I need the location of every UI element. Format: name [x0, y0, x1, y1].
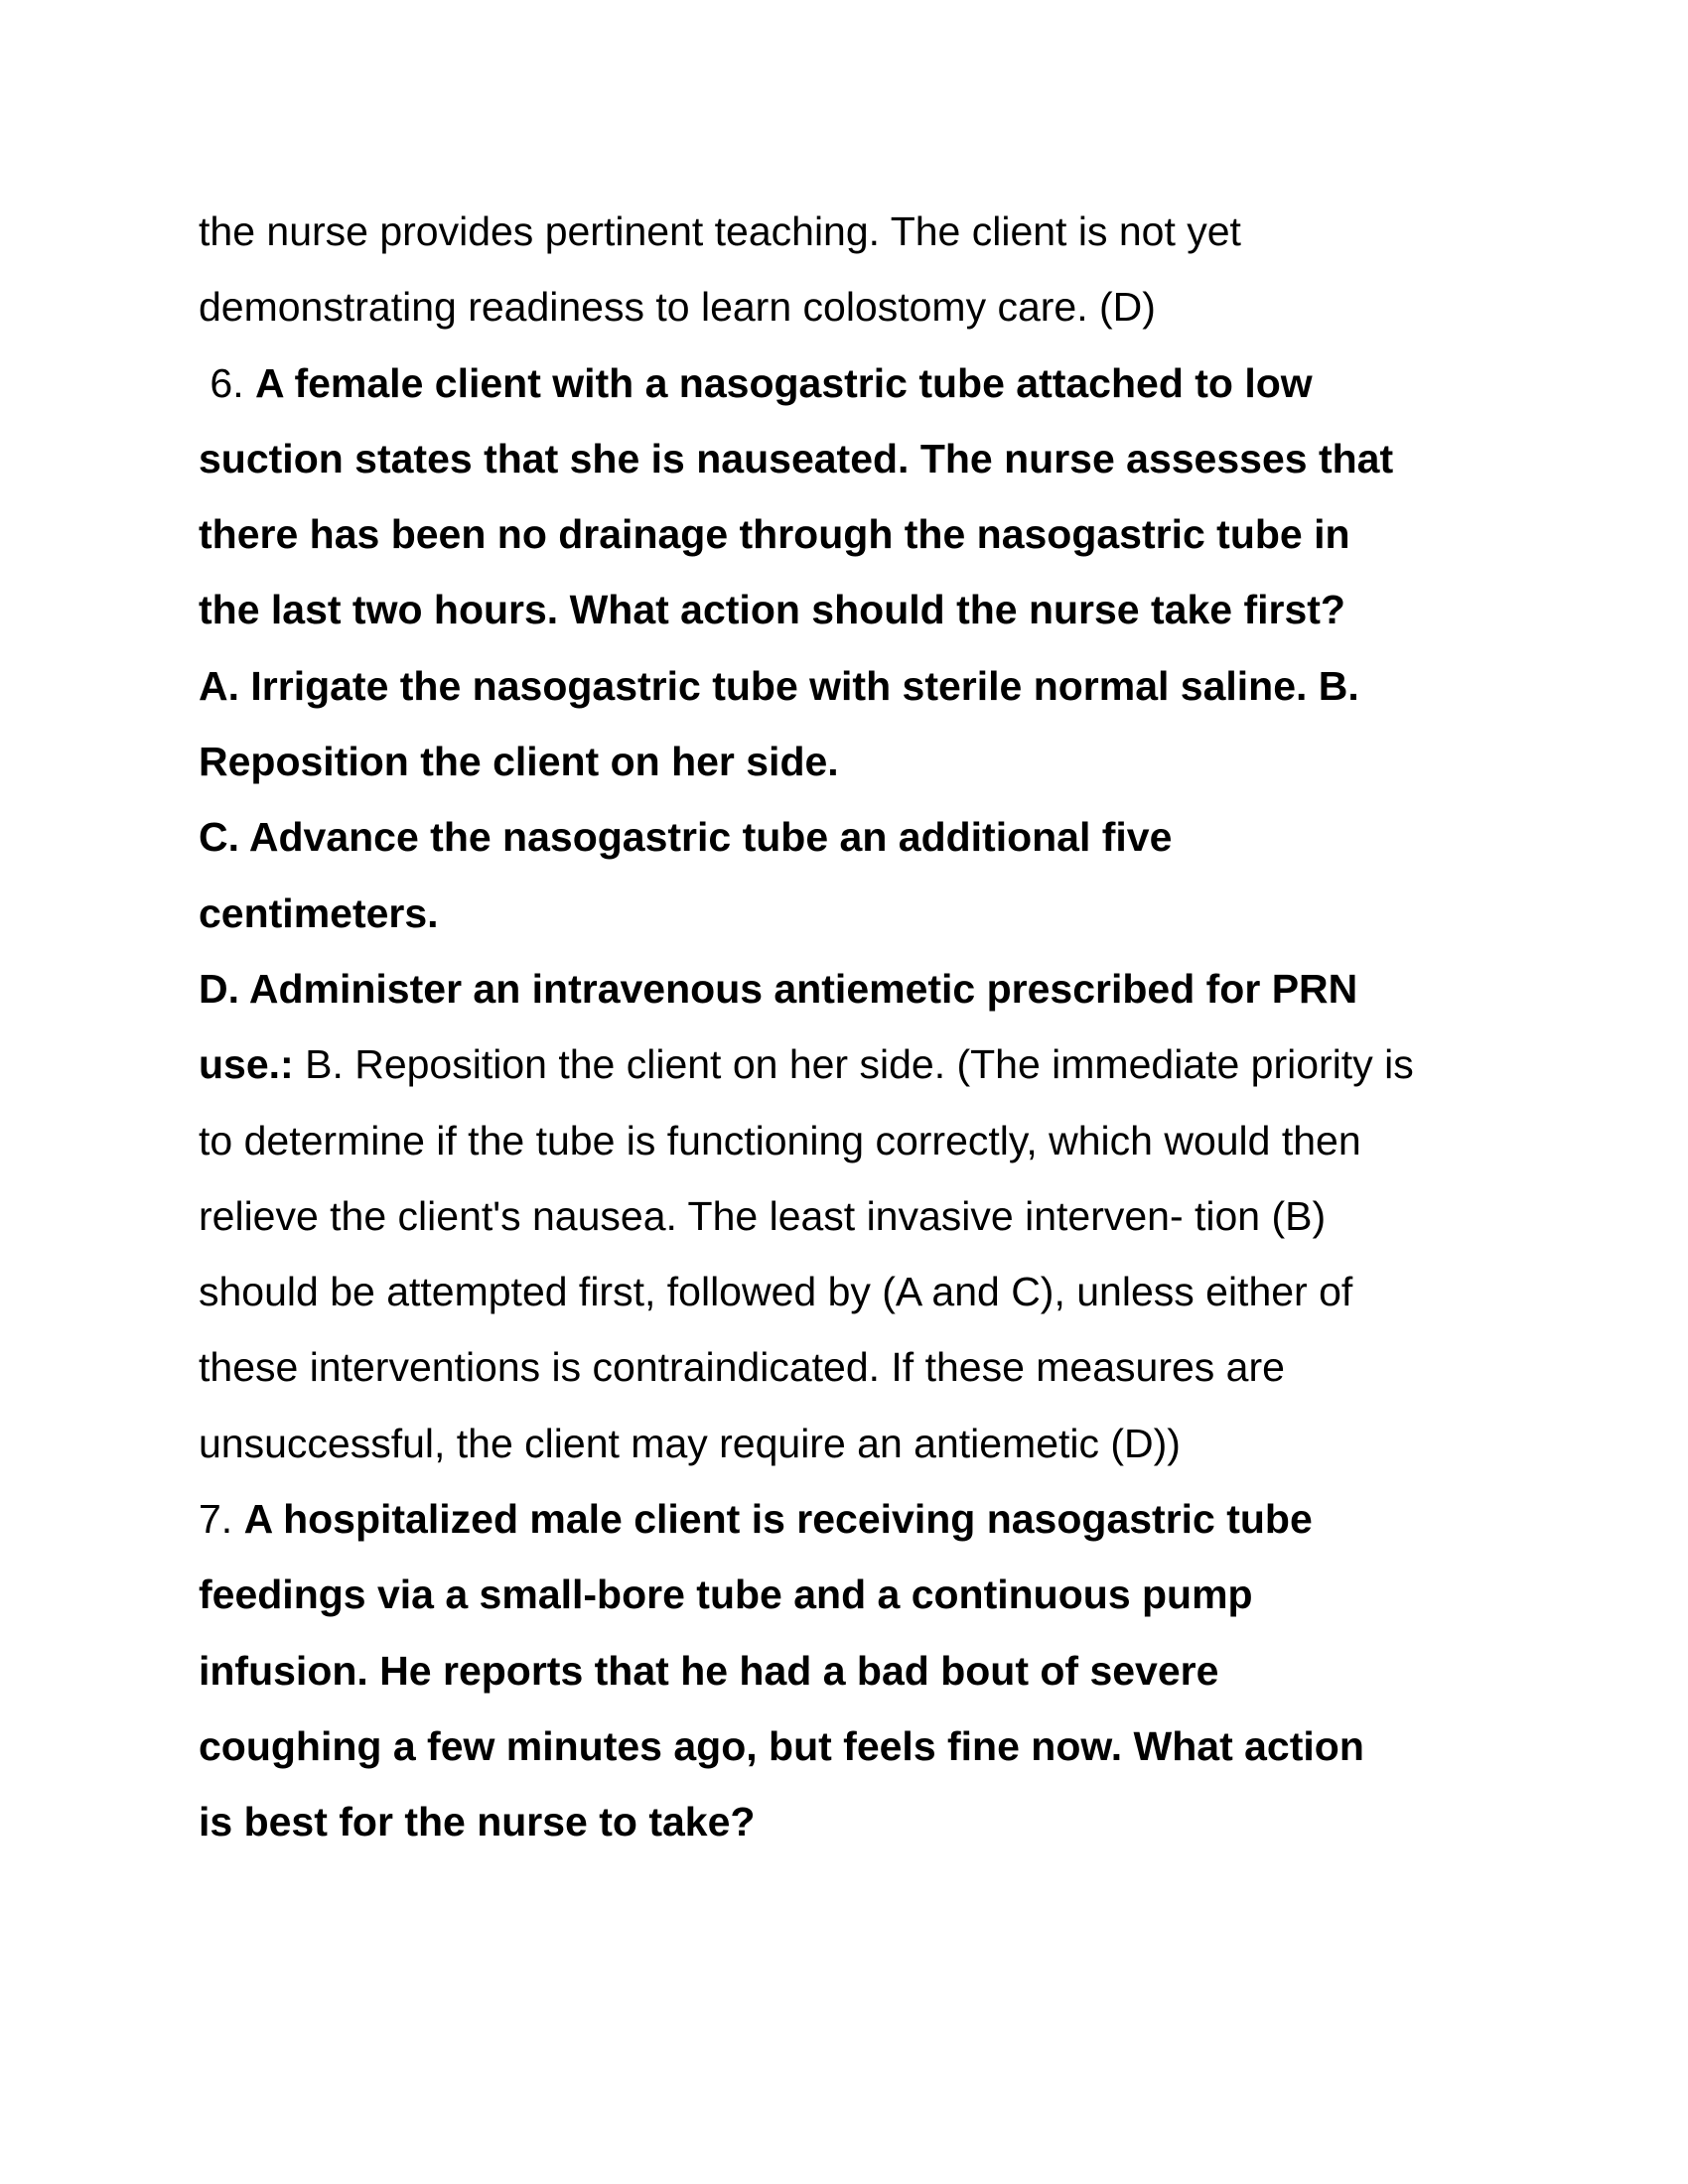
option-b	[199, 724, 1509, 799]
question-7-start	[199, 1481, 1509, 1557]
rationale-text: to determine if the tube is functioning correctly, which would then	[199, 1117, 1361, 1163]
document-page	[199, 194, 1509, 1860]
rationale-line	[199, 1329, 1509, 1405]
answer-text: B. Reposition the client on her side. (The immediate priority is	[305, 1041, 1414, 1088]
question-number: 7.	[199, 1496, 244, 1543]
question-text: is best for the nurse to take?	[199, 1799, 756, 1845]
rationale-text: these interventions is contraindicated. If these measures are	[199, 1344, 1285, 1391]
option-text: Reposition the client on her side.	[199, 739, 839, 785]
option-text: A. Irrigate the nasogastric tube with sterile normal saline. B.	[199, 662, 1359, 709]
option-text: centimeters.	[199, 889, 439, 936]
text-line	[199, 1784, 1509, 1859]
rationale-text: relieve the client's nausea. The least invasive interven- tion (B)	[199, 1192, 1327, 1239]
text-segment: demonstrating readiness to learn colostomy care. (D)	[199, 284, 1156, 331]
text-line	[199, 1557, 1509, 1632]
text-line	[199, 496, 1509, 572]
rationale-text: should be attempted first, followed by (A and C), unless either of	[199, 1269, 1353, 1315]
rationale-line	[199, 1178, 1509, 1254]
rationale-line	[199, 1406, 1509, 1481]
rationale-line	[199, 1103, 1509, 1178]
text-line	[199, 421, 1509, 496]
question-6-start	[199, 345, 1509, 421]
question-text: there has been no drainage through the nasogastric tube in	[199, 511, 1350, 558]
text-line	[199, 1633, 1509, 1708]
answer-label: use.:	[199, 1041, 306, 1088]
rationale-line	[199, 1254, 1509, 1329]
question-text: suction states that she is nauseated. The nurse assesses that	[199, 435, 1394, 481]
text-line	[199, 572, 1509, 647]
option-c-cont	[199, 876, 1509, 951]
option-d	[199, 951, 1509, 1026]
question-text: feedings via a small-bore tube and a continuous pump	[199, 1571, 1253, 1618]
text-line	[199, 1708, 1509, 1784]
question-text: coughing a few minutes ago, but feels fine now. What action	[199, 1722, 1364, 1769]
question-text: A female client with a nasogastric tube attached to low	[254, 359, 1313, 406]
question-text: infusion. He reports that he had a bad bout of severe	[199, 1647, 1219, 1694]
text-line	[199, 269, 1509, 344]
question-text: A hospitalized male client is receiving nasogastric tube	[243, 1496, 1313, 1543]
question-text: the last two hours. What action should the nurse take first?	[199, 587, 1345, 633]
text-line	[199, 194, 1509, 269]
answer-line	[199, 1026, 1509, 1102]
question-number: 6.	[199, 359, 255, 406]
option-text: C. Advance the nasogastric tube an additional five	[199, 814, 1173, 861]
option-a	[199, 648, 1509, 724]
option-c	[199, 799, 1509, 875]
option-text: D. Administer an intravenous antiemetic prescribed for PRN	[199, 965, 1358, 1012]
rationale-text: unsuccessful, the client may require an antiemetic (D))	[199, 1420, 1181, 1466]
text-segment: the nurse provides pertinent teaching. The client is not yet	[199, 208, 1241, 254]
